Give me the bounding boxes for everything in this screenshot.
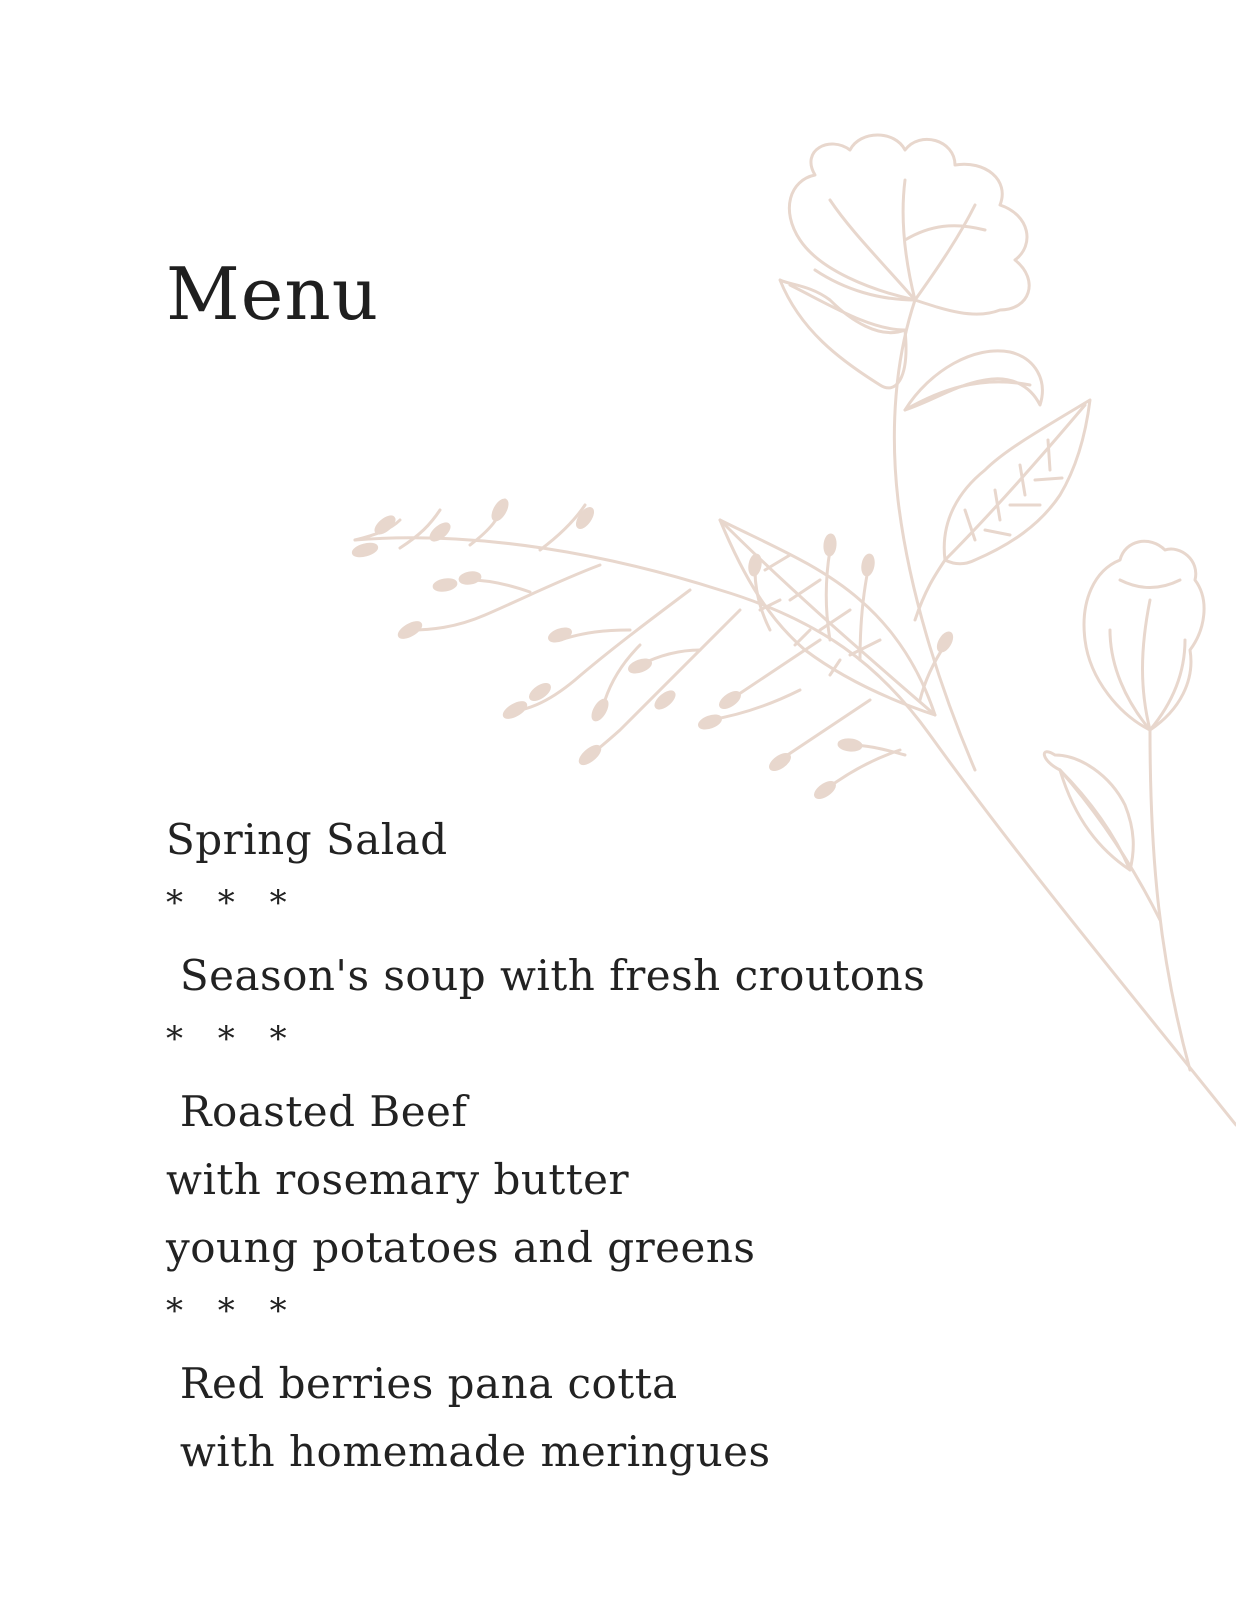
menu-line: Roasted Beef: [166, 1087, 468, 1136]
page-title: Menu: [166, 252, 380, 336]
separator: * * *: [166, 1019, 299, 1059]
menu-line: with homemade meringues: [166, 1427, 771, 1476]
menu-list: [166, 806, 925, 1486]
separator: * * *: [166, 1291, 299, 1331]
menu-line: with rosemary butter: [166, 1155, 630, 1204]
menu-line: Spring Salad: [166, 815, 448, 864]
menu-line: Season's soup with fresh croutons: [166, 951, 926, 1000]
menu-line: Red berries pana cotta: [166, 1359, 678, 1408]
menu-line: young potatoes and greens: [166, 1223, 756, 1272]
separator: * * *: [166, 883, 299, 923]
